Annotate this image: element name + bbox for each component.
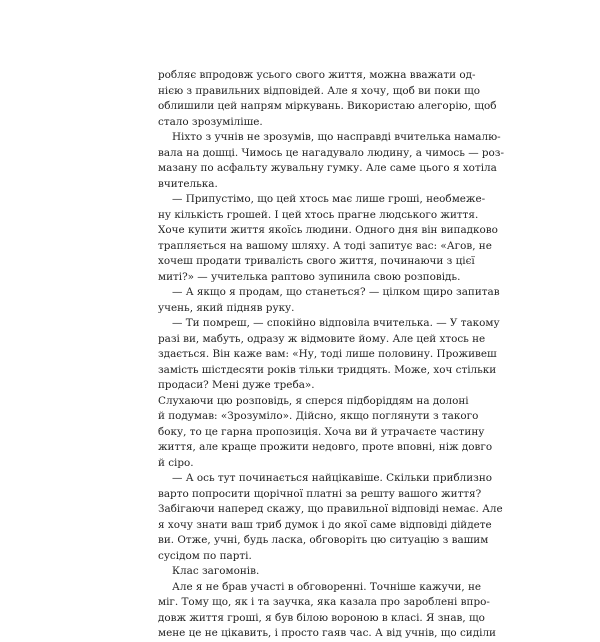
text-line: сусідом по парті. bbox=[158, 549, 252, 562]
text-line: життя, але краще прожити недовго, проте вповні, ніж довго bbox=[158, 441, 493, 453]
text-line: боку, то це гарна пропозиція. Хоча ви й утрачаєте частину bbox=[158, 425, 485, 438]
text-line: замість шістдесяти років тільки тридцять. Може, хоч стільки bbox=[158, 363, 497, 376]
text-line: вала на дошці. Чимось це нагадувало людину, а чимось — роз- bbox=[158, 146, 504, 159]
text-line: здається. Він каже вам: «Ну, тоді лише половину. Проживеш bbox=[158, 348, 497, 360]
text-line: Але я не брав участі в обговоренні. Точніше кажучи, не bbox=[172, 580, 482, 593]
text-line: стало зрозуміліше. bbox=[158, 115, 263, 128]
text-line: — А ось тут починається найцікавіше. Скільки приблизно bbox=[172, 472, 493, 484]
text-line: хочеш продати тривалість свого життя, починаючи з цієї bbox=[158, 255, 475, 267]
text-line: мене це не цікавить, і просто гаяв час. А від учнів, що сиділи bbox=[158, 627, 496, 639]
text-line: вчителька. bbox=[158, 177, 218, 190]
text-line: мазану по асфальту жувальну гумку. Але саме цього я хотіла bbox=[158, 162, 497, 174]
text-line: робляє впродовж усього свого життя, можна вважати од- bbox=[158, 69, 476, 81]
text-line: разі ви, мабуть, одразу ж відмовите йому. Але цей хтось не bbox=[158, 332, 486, 345]
text-line: — А якщо я продам, що станеться? — цілком щиро запитав bbox=[172, 286, 500, 298]
text-line: Слухаючи цю розповідь, я сперся підборіддям на долоні bbox=[158, 394, 469, 407]
text-line: довж життя гроші, я був білою вороною в класі. Я знав, що bbox=[158, 611, 485, 624]
text-line: продаси? Мені дуже треба». bbox=[158, 379, 315, 391]
text-line: Хоче купити життя якоїсь людини. Одного дня він випадково bbox=[158, 224, 498, 236]
text-line: ви. Отже, учні, будь ласка, обговоріть цю ситуацію з вашим bbox=[158, 534, 489, 546]
text-line: учень, який підняв руку. bbox=[158, 301, 295, 314]
text-line: Клас загомонів. bbox=[172, 565, 260, 577]
text-line: — Ти помреш, — спокійно відповіла вчителька. — У такому bbox=[172, 317, 500, 329]
text-line: варто попросити щорічної платні за решту вашого життя? bbox=[158, 487, 482, 500]
text-line: — Припустімо, що цей хтось має лише гроші, необмеже- bbox=[172, 193, 486, 205]
text-line: облишили цей напрям міркувань. Використаю алегорію, щоб bbox=[158, 100, 497, 112]
text-line: й сіро. bbox=[158, 456, 194, 469]
text-line: й подумав: «Зрозуміло». Дійсно, якщо поглянути з такого bbox=[158, 410, 479, 422]
text-line: нією з правильних відповідей. Але я хочу, щоб ви поки що bbox=[158, 84, 481, 97]
text-line: ну кількість грошей. І цей хтось прагне людського життя. bbox=[158, 208, 479, 221]
body-text bbox=[158, 68, 504, 642]
text-line: Ніхто з учнів не зрозумів, що насправді вчителька намалю- bbox=[172, 131, 501, 143]
text-line: міг. Тому що, як і та заучка, яка казала про зароблені впро- bbox=[158, 596, 490, 608]
text-line: миті?» — учителька раптово зупинила свою розповідь. bbox=[158, 270, 461, 283]
text-line: я хочу знати ваш триб думок і до якої саме відповіді дійдете bbox=[158, 518, 492, 531]
text-line: трапляється на вашому шляху. А тоді запитує вас: «Агов, не bbox=[158, 239, 492, 252]
text-line: Забігаючи наперед скажу, що правильної відповіді немає. Але bbox=[158, 503, 503, 515]
